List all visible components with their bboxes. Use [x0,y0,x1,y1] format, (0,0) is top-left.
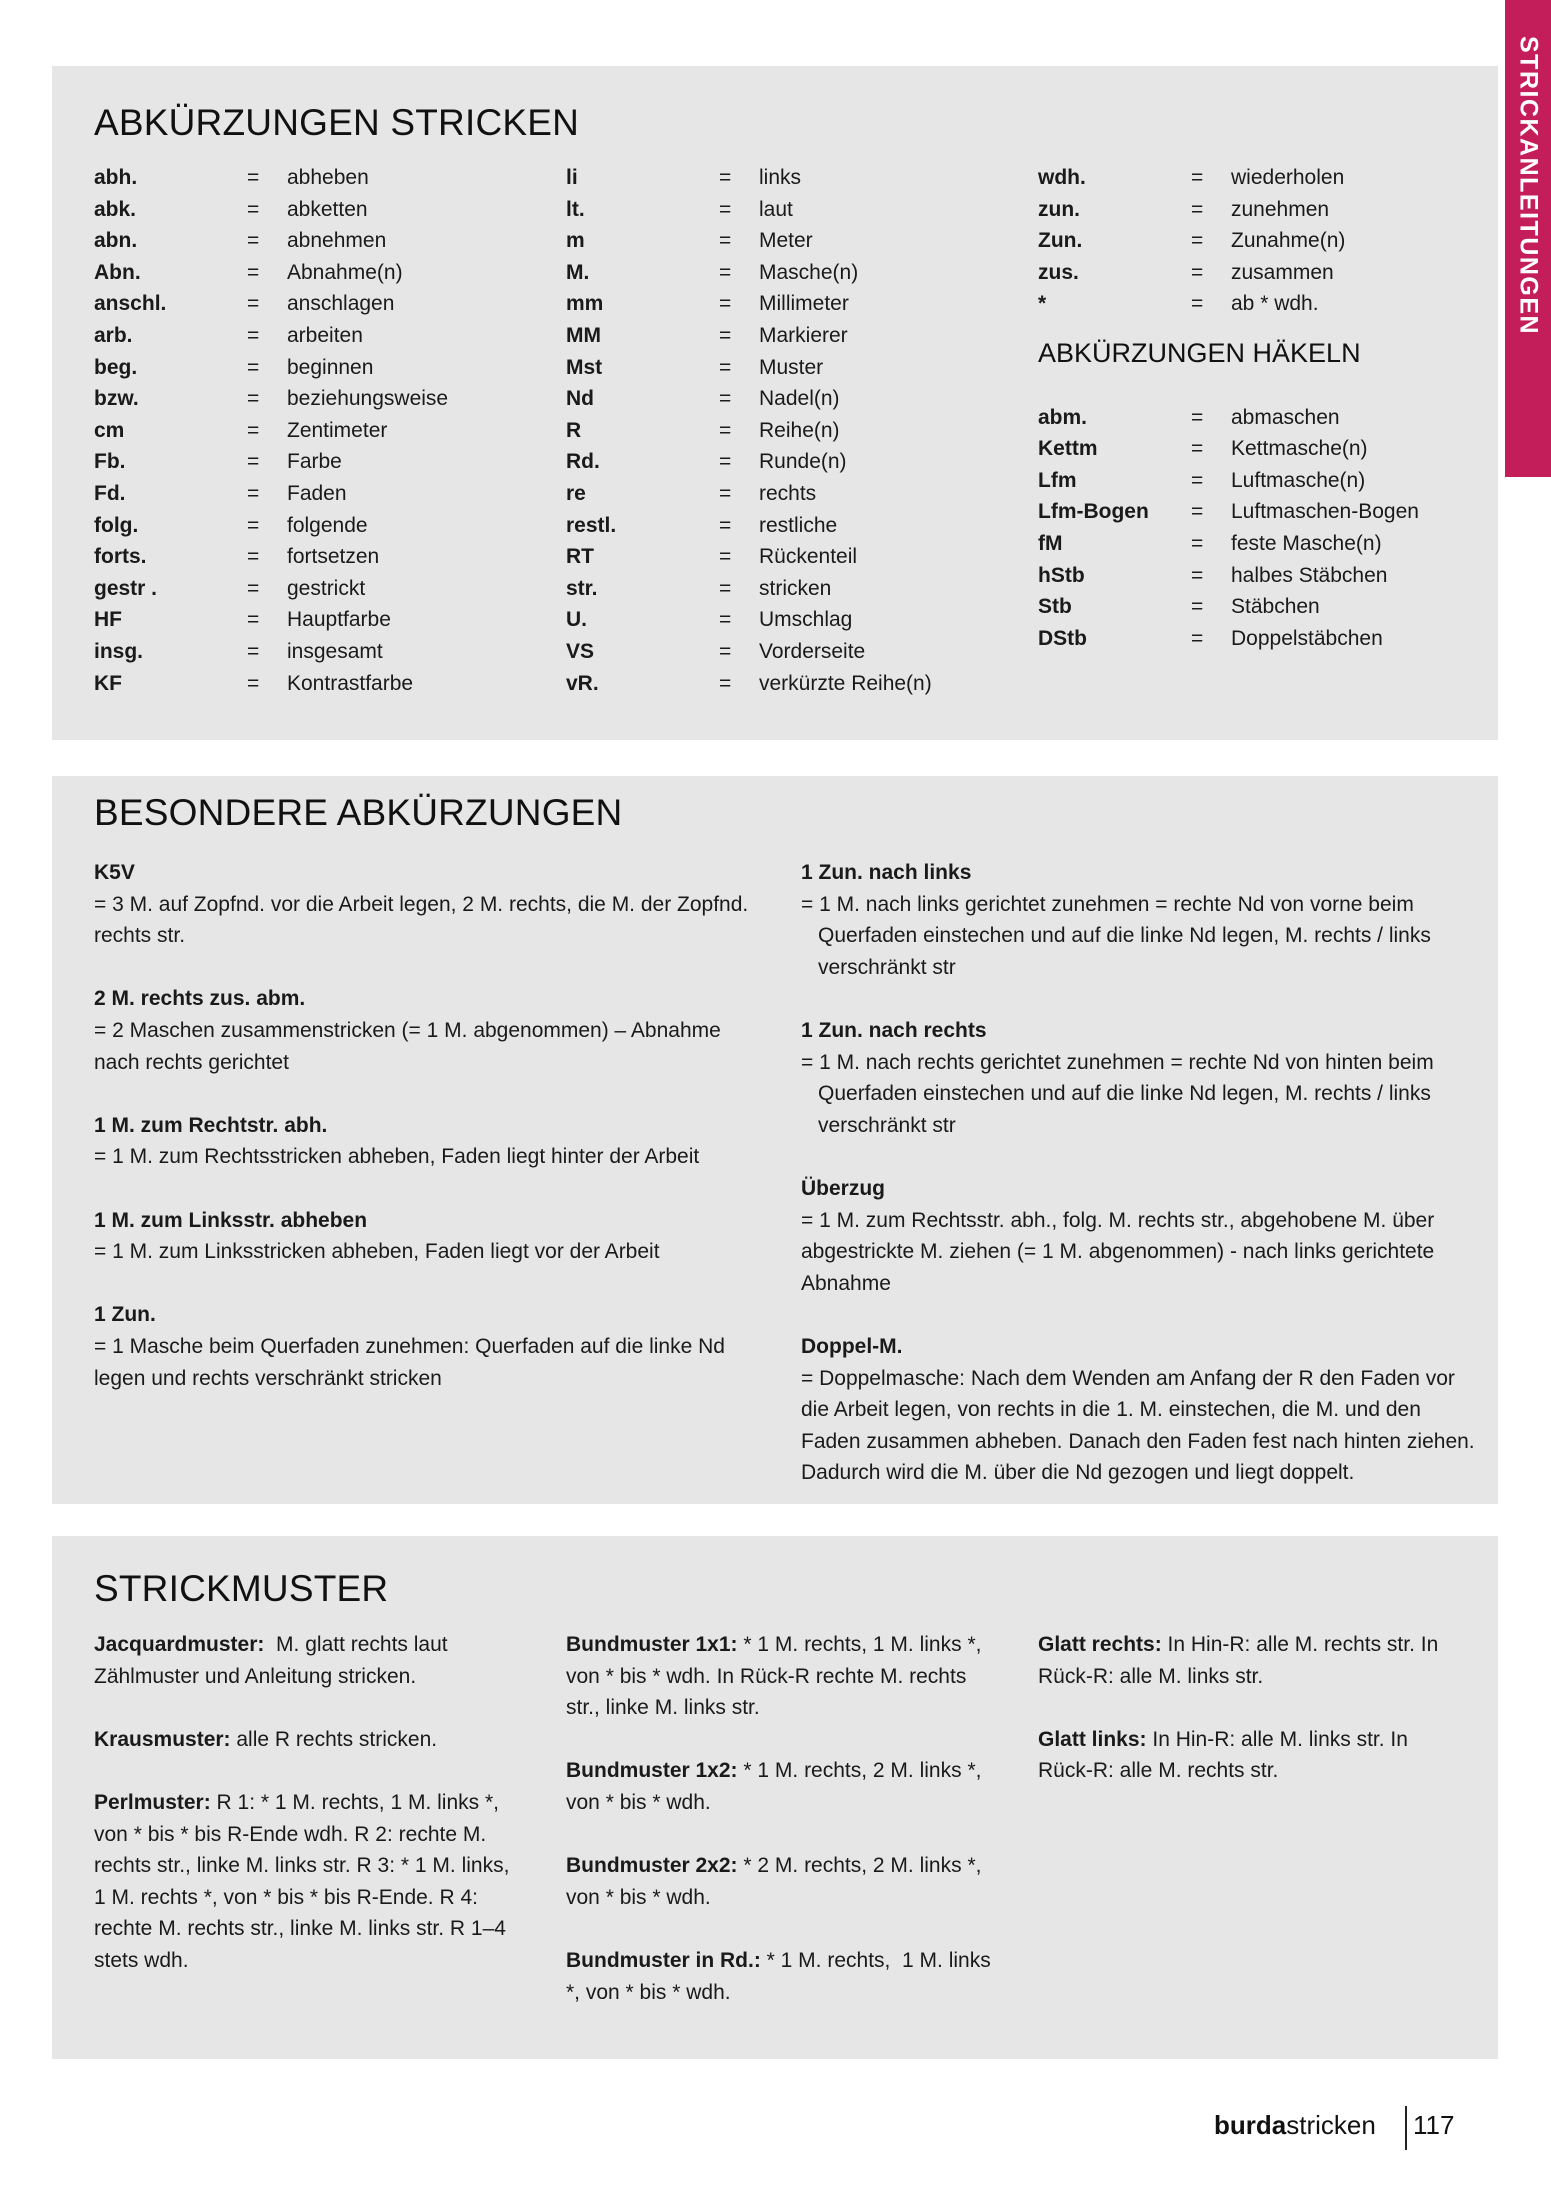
besondere-right [801,857,1481,1520]
equals-sign: = [719,481,732,505]
equals-sign: = [719,513,732,537]
besondere-title: BESONDERE ABKÜRZUNGEN [94,792,623,833]
pattern-name: Bundmuster 1x1: [566,1633,738,1656]
abbreviation: Mst [566,355,603,379]
abbreviation-meaning: abnehmen [287,229,387,253]
equals-sign: = [1191,437,1204,461]
abbreviations-panel [52,66,1498,740]
pattern-instructions: * 2 M. rechts, 2 M. links *, von * bis * wdh. [566,1854,988,1909]
pattern-name: Bundmuster in Rd.: [566,1948,761,1972]
abbreviation-row [94,383,554,415]
abbreviation: abk. [94,197,137,221]
side-tab [1505,0,1551,477]
abbreviation: li [566,166,578,189]
equals-sign: = [719,671,732,695]
brand-logo [1214,2110,1376,2150]
abbreviation-meaning: Luftmaschen-Bogen [1231,500,1419,524]
abbreviation-meaning: feste Masche(n) [1231,531,1382,555]
equals-sign: = [719,545,732,569]
abbreviation: wdh. [1038,166,1086,189]
abbreviation-meaning: zusammen [1231,260,1334,284]
abbreviation-meaning: links [759,166,802,189]
abbreviation-row [94,320,554,352]
abbreviation: U. [566,608,587,632]
abbreviation-meaning: Nadel(n) [759,387,840,411]
equals-sign: = [1191,405,1204,429]
abbreviation-meaning: stricken [759,576,832,600]
abbreviation-meaning: Abnahme(n) [287,260,403,284]
abbreviation: Zun. [1038,229,1083,253]
brand-bold: burda [1214,2110,1287,2140]
abbreviation-meaning: Runde(n) [759,450,847,474]
abbreviation: str. [566,576,598,600]
abbreviation-entry [801,1015,1481,1141]
abbreviation-row [566,510,1026,542]
strickmuster-col-2 [566,1629,996,2040]
equals-sign: = [1191,229,1204,253]
equals-sign: = [1191,166,1204,189]
entry-term: 1 M. zum Rechtstr. abh. [94,1113,328,1137]
abbreviation-row [1038,433,1478,465]
abbreviation-meaning: zunehmen [1231,197,1330,221]
equals-sign: = [247,639,260,663]
abbreviation: VS [566,639,595,663]
equals-sign: = [247,418,260,442]
abbreviation-meaning: Kontrastfarbe [287,671,414,695]
abbreviation-meaning: abheben [287,166,369,189]
abbreviation: cm [94,418,125,442]
equals-sign: = [247,545,260,569]
abbreviation-meaning: Muster [759,355,824,379]
abbreviation-row [1038,225,1478,257]
equals-sign: = [1191,292,1204,316]
pattern-entry [566,1755,996,1818]
abbreviation-meaning: folgende [287,513,368,537]
entry-definition: = 1 M. zum Rechtsstricken abheben, Faden liegt hinter der Arbeit [94,1145,700,1169]
equals-sign: = [247,513,260,537]
abbreviation: Lfm [1038,468,1077,492]
abbreviation-row [1038,623,1478,655]
abbreviation-meaning: Farbe [287,450,342,474]
stricken-title: ABKÜRZUNGEN STRICKEN [94,102,580,143]
abbreviation: Fb. [94,450,126,474]
abbreviation-row [94,415,554,447]
abbreviation-meaning: abketten [287,197,368,221]
abbreviation-meaning: Masche(n) [759,260,859,284]
entry-term: Doppel-M. [801,1334,903,1358]
pattern-instructions: M. glatt rechts laut Zählmuster und Anleitung stricken. [94,1633,454,1688]
equals-sign: = [719,197,732,221]
stricken-col-2 [566,162,1026,699]
abbreviation: lt. [566,197,585,221]
entry-definition: = 1 M. zum Linksstricken abheben, Faden liegt vor der Arbeit [94,1240,660,1264]
abbreviation-meaning: Hauptfarbe [287,608,391,632]
abbreviation-row [1038,591,1478,623]
abbreviation-row [566,162,1026,194]
abbreviation-row [566,320,1026,352]
abbreviation: m [566,229,585,253]
pattern-name: Jacquardmuster: [94,1633,265,1656]
abbreviation-row [566,478,1026,510]
stricken-col-1 [94,162,554,699]
pattern-instructions: In Hin-R: alle M. rechts str. In Rück-R: alle M. links str. [1038,1633,1445,1688]
abbreviation-entry [94,1110,764,1173]
haekeln-list [1038,402,1478,655]
besondere-left [94,857,764,1426]
abbreviation-row [94,257,554,289]
entry-term: 1 Zun. nach links [801,861,972,884]
entry-definition: = 1 Masche beim Querfaden zunehmen: Querfaden auf die linke Nd legen und rechts verschränkt stricken [94,1334,725,1390]
abbreviation: DStb [1038,626,1087,650]
side-tab-label: STRICKANLEITUNGEN [1514,36,1543,336]
equals-sign: = [247,387,260,411]
abbreviation-row [1038,465,1478,497]
abbreviation-row [94,352,554,384]
abbreviation-meaning: Umschlag [759,608,853,632]
abbreviation: vR. [566,671,599,695]
abbreviation-row [566,415,1026,447]
abbreviation-row [566,604,1026,636]
abbreviation-row [566,194,1026,226]
entry-definition: = 1 M. zum Rechtsstr. abh., folg. M. rechts str., abgehobene M. über abgestrickte M. ziehen (= 1 M. abgenommen) - nach links gerichtete Abnahme [801,1208,1435,1295]
abbreviation-meaning: laut [759,197,793,221]
abbreviation-meaning: arbeiten [287,323,363,347]
special-abbreviations-panel [52,776,1498,1504]
abbreviation-meaning: insgesamt [287,639,383,663]
abbreviation: anschl. [94,292,167,316]
abbreviation-row [566,636,1026,668]
abbreviation: fM [1038,531,1063,555]
abbreviation: bzw. [94,387,139,411]
abbreviation-meaning: Zentimeter [287,418,388,442]
equals-sign: = [719,292,732,316]
abbreviation: abm. [1038,405,1088,429]
abbreviation-meaning: halbes Stäbchen [1231,563,1388,587]
abbreviation-row [94,636,554,668]
abbreviation-row [1038,560,1478,592]
equals-sign: = [247,608,260,632]
abbreviation-row [1038,402,1478,434]
pattern-entry [94,1629,524,1692]
abbreviation-row [94,573,554,605]
equals-sign: = [1191,260,1204,284]
entry-term: K5V [94,861,135,884]
abbreviation: zus. [1038,260,1079,284]
brand-regular: stricken [1286,2110,1376,2140]
pattern-entry [94,1724,524,1756]
abbreviation-row [566,352,1026,384]
entry-definition: = 1 M. nach links gerichtet zunehmen = rechte Nd von vorne beim Querfaden einstechen und auf die linke Nd legen, M. rechts / links verschränkt str [801,892,1431,979]
abbreviation-meaning: ab * wdh. [1231,292,1319,316]
abbreviation: Stb [1038,595,1072,619]
equals-sign: = [719,608,732,632]
abbreviation-entry [94,857,764,952]
equals-sign: = [719,639,732,663]
abbreviation-entry [801,857,1481,983]
pattern-instructions: * 1 M. rechts, 1 M. links *, von * bis * wdh. In Rück-R rechte M. rechts str., linke M. links str. [566,1633,988,1720]
equals-sign: = [719,166,732,189]
equals-sign: = [247,260,260,284]
pattern-instructions: * 1 M. rechts, 1 M. links *, von * bis * wdh. [566,1948,997,2004]
pattern-name: Krausmuster: [94,1727,231,1751]
equals-sign: = [247,576,260,600]
pattern-entry [1038,1629,1458,1692]
abbreviation: Abn. [94,260,141,284]
abbreviation-meaning: verkürzte Reihe(n) [759,671,932,695]
equals-sign: = [719,450,732,474]
abbreviation: re [566,481,586,505]
abbreviation-entry [94,1205,764,1268]
abbreviation: Rd. [566,450,600,474]
abbreviation-row [566,288,1026,320]
equals-sign: = [1191,595,1204,619]
equals-sign: = [719,355,732,379]
abbreviation-row [94,162,554,194]
entry-term: 2 M. rechts zus. abm. [94,987,306,1011]
abbreviation-meaning: Millimeter [759,292,849,316]
abbreviation-meaning: Stäbchen [1231,595,1320,619]
abbreviation-meaning: gestrickt [287,576,366,600]
abbreviation-meaning: Kettmasche(n) [1231,437,1368,461]
equals-sign: = [247,481,260,505]
equals-sign: = [1191,531,1204,555]
abbreviation-row [566,573,1026,605]
abbreviation: mm [566,292,604,316]
equals-sign: = [247,355,260,379]
equals-sign: = [1191,626,1204,650]
abbreviation-meaning: Meter [759,229,813,253]
equals-sign: = [719,418,732,442]
equals-sign: = [247,323,260,347]
pattern-instructions: alle R rechts stricken. [230,1727,438,1751]
equals-sign: = [1191,468,1204,492]
abbreviation: Lfm-Bogen [1038,500,1149,524]
equals-sign: = [247,671,260,695]
abbreviation: gestr . [94,576,158,600]
entry-term: 1 Zun. [94,1303,156,1327]
equals-sign: = [1191,563,1204,587]
equals-sign: = [247,197,260,221]
abbreviation-meaning: fortsetzen [287,545,380,569]
abbreviation-row [94,668,554,700]
equals-sign: = [719,229,732,253]
abbreviation-row [1038,288,1478,320]
abbreviation-entry [94,983,764,1078]
abbreviation: KF [94,671,122,695]
haekeln-title: ABKÜRZUNGEN HÄKELN [1038,337,1361,368]
entry-definition: = 3 M. auf Zopfnd. vor die Arbeit legen, 2 M. rechts, die M. der Zopfnd. rechts str. [94,892,749,948]
equals-sign: = [247,166,260,189]
abbreviation-meaning: beziehungsweise [287,387,449,411]
abbreviation-meaning: rechts [759,481,817,505]
abbreviation-row [1038,528,1478,560]
abbreviation: abn. [94,229,138,253]
pattern-name: Perlmuster: [94,1790,211,1814]
entry-term: 1 Zun. nach rechts [801,1018,987,1042]
entry-definition: = Doppelmasche: Nach dem Wenden am Anfang der R den Faden vor die Arbeit legen, von rechts in die 1. M. einstechen, die M. und den Faden zusammen abheben. Danach den Faden fest nach hinten ziehen. Dadurch wird die M. über die Nd gezogen und liegt doppelt. [801,1366,1475,1485]
abbreviation-row [566,668,1026,700]
abbreviation: arb. [94,323,133,347]
abbreviation-meaning: beginnen [287,355,374,379]
abbreviation: HF [94,608,122,632]
footer-divider [1405,2106,1407,2150]
stricken-col-3 [1038,162,1478,654]
abbreviation-meaning: wiederholen [1231,166,1345,189]
abbreviation-meaning: Markierer [759,323,848,347]
knitting-patterns-panel [52,1536,1498,2059]
abbreviation: RT [566,545,594,569]
entry-term: 1 M. zum Linksstr. abheben [94,1208,368,1232]
pattern-entry [566,1945,996,2008]
pattern-instructions: In Hin-R: alle M. links str. In Rück-R: alle M. rechts str. [1038,1727,1414,1783]
abbreviation: M. [566,260,590,284]
abbreviation: abh. [94,166,138,189]
equals-sign: = [719,387,732,411]
abbreviation: hStb [1038,563,1085,587]
equals-sign: = [1191,197,1204,221]
pattern-name: Bundmuster 1x2: [566,1759,738,1783]
abbreviation: folg. [94,513,139,537]
abbreviation-row [94,288,554,320]
pattern-name: Glatt rechts: [1038,1633,1162,1656]
abbreviation: forts. [94,545,147,569]
abbreviation: Kettm [1038,437,1098,461]
pattern-entry [1038,1724,1458,1787]
abbreviation-meaning: anschlagen [287,292,395,316]
abbreviation: restl. [566,513,617,537]
abbreviation-row [1038,194,1478,226]
abbreviation: zun. [1038,197,1080,221]
abbreviation: insg. [94,639,144,663]
abbreviation-row [1038,496,1478,528]
abbreviation-meaning: Doppelstäbchen [1231,626,1383,650]
abbreviation: * [1038,292,1047,316]
entry-definition: = 1 M. nach rechts gerichtet zunehmen = rechte Nd von hinten beim Querfaden einstechen und auf die linke Nd legen, M. rechts / links verschränkt str [801,1050,1434,1137]
abbreviation-entry [801,1173,1481,1299]
abbreviation-meaning: Reihe(n) [759,418,840,442]
abbreviation-meaning: Zunahme(n) [1231,229,1346,253]
abbreviation-meaning: Faden [287,481,347,505]
strickmuster-col-1 [94,1629,524,2008]
abbreviation: Fd. [94,481,126,505]
equals-sign: = [247,292,260,316]
abbreviation-meaning: Luftmasche(n) [1231,468,1366,492]
equals-sign: = [719,260,732,284]
entry-definition: = 2 Maschen zusammenstricken (= 1 M. abgenommen) – Abnahme nach rechts gerichtet [94,1018,721,1074]
abbreviation-row [566,383,1026,415]
equals-sign: = [1191,500,1204,524]
abbreviation-row [94,194,554,226]
abbreviation-row [94,446,554,478]
abbreviation-meaning: Rückenteil [759,545,858,569]
abbreviation-row [566,225,1026,257]
abbreviation-row [94,225,554,257]
abbreviation-entry [801,1331,1481,1489]
abbreviation-row [94,604,554,636]
pattern-name: Glatt links: [1038,1727,1147,1751]
equals-sign: = [719,323,732,347]
abbreviation: R [566,418,582,442]
abbreviation-row [94,510,554,542]
pattern-instructions: * 1 M. rechts, 2 M. links *, von * bis * wdh. [566,1759,988,1814]
abbreviation-row [94,541,554,573]
abbreviation-row [566,541,1026,573]
page-number: 117 [1413,2110,1455,2140]
entry-term: Überzug [801,1176,885,1200]
equals-sign: = [247,229,260,253]
strickmuster-title: STRICKMUSTER [94,1568,389,1609]
abbreviation-row [94,478,554,510]
abbreviation: beg. [94,355,138,379]
abbreviation-row [566,257,1026,289]
abbreviation-row [566,446,1026,478]
pattern-entry [94,1787,524,1977]
pattern-entry [566,1850,996,1913]
pattern-entry [566,1629,996,1724]
stricken-col-3-list [1038,162,1478,320]
abbreviation-meaning: abmaschen [1231,405,1340,429]
equals-sign: = [719,576,732,600]
abbreviation: MM [566,323,601,347]
abbreviation-row [1038,257,1478,289]
pattern-name: Bundmuster 2x2: [566,1854,738,1878]
strickmuster-col-3 [1038,1629,1458,1819]
abbreviation-meaning: Vorderseite [759,639,866,663]
pattern-instructions: R 1: * 1 M. rechts, 1 M. links *, von * bis * bis R-Ende wdh. R 2: rechte M. rechts str., linke M. links str. R 3: * 1 M. links, 1 M. rechts *, von * bis * bis R-Ende. R 4: rechte M. rechts str., linke M. links str. R 1–4 stets wdh. [94,1790,516,1972]
abbreviation-row [1038,162,1478,194]
abbreviation-entry [94,1299,764,1394]
abbreviation-meaning: restliche [759,513,838,537]
abbreviation: Nd [566,387,594,411]
equals-sign: = [247,450,260,474]
